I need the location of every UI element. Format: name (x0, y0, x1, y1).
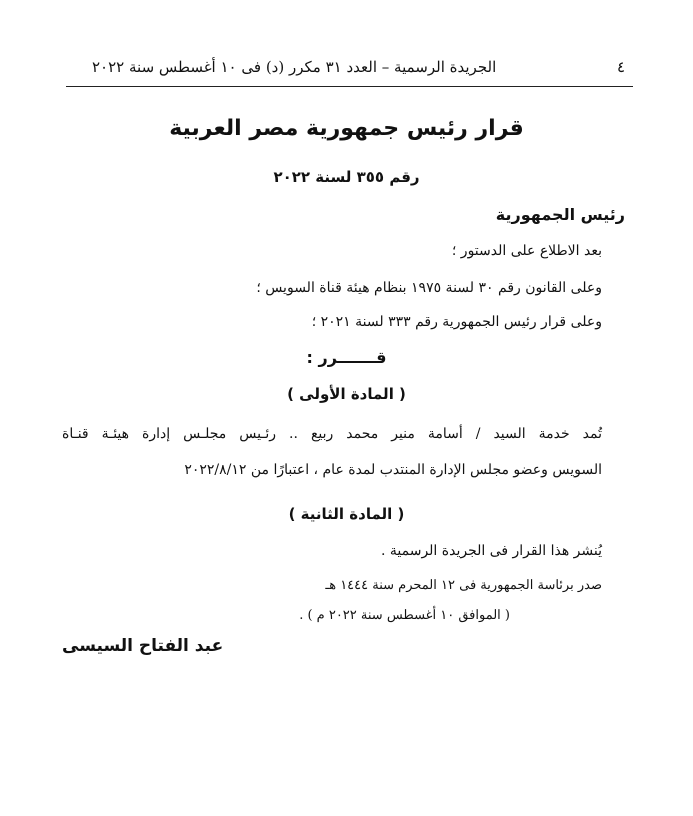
page-number: ٤ (616, 58, 625, 76)
header-divider (66, 86, 633, 87)
page-header (92, 58, 625, 76)
decree-title: قرار رئيس جمهورية مصر العربية (169, 116, 524, 141)
preamble-line-1: بعد الاطلاع على الدستور ؛ (451, 243, 602, 259)
preamble-line-3: وعلى قرار رئيس الجمهورية رقم ٣٣٣ لسنة ٢٠٢١ ؛ (311, 314, 602, 330)
preamble-line-2: وعلى القانون رقم ٣٠ لسنة ١٩٧٥ بنظام هيئة قناة السويس ؛ (256, 280, 602, 296)
article-1-line-1: تُمد خدمة السيد / أسامة منير محمد ربيع .. رئـيس مجلـس إدارة هيئـة قنـاة (62, 426, 602, 442)
article-2-heading: ( المادة الثانية ) (288, 505, 405, 523)
issuer-heading: رئيس الجمهورية (495, 205, 625, 224)
decree-number: رقم ٣٥٥ لسنة ٢٠٢٢ (273, 168, 420, 186)
signature: عبد الفتاح السيسى (62, 636, 224, 656)
article-1-line-2: السويس وعضو مجلس الإدارة المنتدب لمدة عام ، اعتبارًا من ٢٠٢٢/٨/١٢ (184, 462, 602, 478)
article-1-heading: ( المادة الأولى ) (287, 385, 406, 403)
article-2-text: يُنشر هذا القرار فى الجريدة الرسمية . (380, 543, 602, 559)
gazette-issue-line: الجريدة الرسمية – العدد ٣١ مكرر (د) فى ١٠ أغسطس سنة ٢٠٢٢ (92, 58, 497, 76)
decided-heading: قـــــــرر : (306, 348, 387, 367)
issued-line: صدر برئاسة الجمهورية فى ١٢ المحرم سنة ١٤٤٤ هـ (325, 578, 602, 593)
corresponding-date-line: ( الموافق ١٠ أغسطس سنة ٢٠٢٢ م ) . (299, 608, 510, 623)
